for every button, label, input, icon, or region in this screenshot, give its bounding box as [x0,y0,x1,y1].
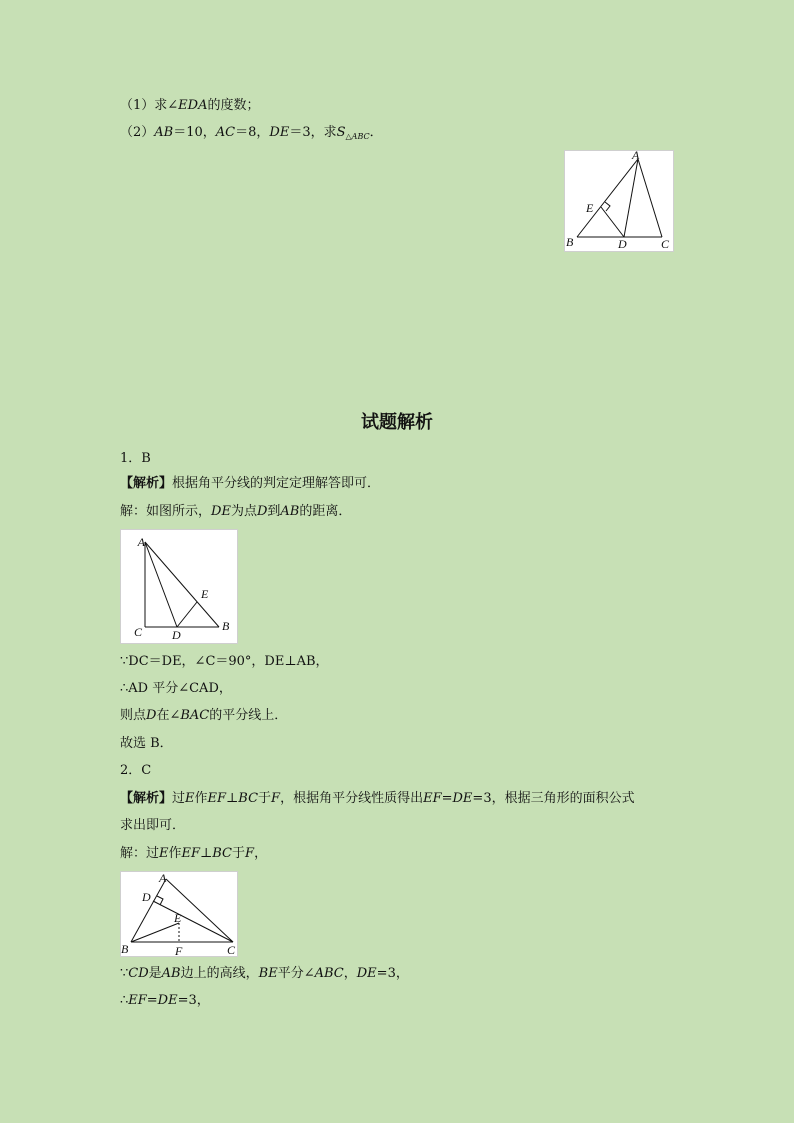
l2-efde: EF=DE [128,993,178,1008]
analysis-tag: 【解析】 [120,476,173,491]
q2-de-val: ＝3，求 [289,125,337,140]
answer-2-solution [120,845,267,863]
l1-de: DE [356,966,377,981]
q2-end: ． [369,125,383,140]
s1-ab: AB [280,504,300,519]
question-2 [120,124,383,146]
a2-d: ，根据角平分线性质得出 [280,791,424,806]
s1-de: DE [211,504,231,519]
label-a: A [137,535,145,549]
answer-1-line-3 [120,707,287,725]
label-e: E [586,201,594,215]
l3-bac: BAC [180,708,210,723]
a2-e2: =3，根据三角形的面积公式 [472,791,635,806]
s1-b: 为点 [230,504,257,519]
q2-prefix: （2） [120,125,155,140]
a2-efbc: EF⊥BC [207,791,259,806]
l3-d: D [146,708,157,723]
question-1 [120,97,260,115]
answer-2-line-1 [120,965,409,983]
problem-figure [564,150,674,252]
s1-c: 到 [267,504,281,519]
label-e: E [201,587,209,601]
answer-1-line-2: ∴AD 平分∠CAD， [120,681,232,696]
answer-1-number: 1．B [120,451,151,466]
analysis-tag: 【解析】 [120,791,173,806]
a2-c: 于 [258,791,272,806]
q1-suffix: 的度数； [207,98,260,113]
s1-d: D [256,504,268,519]
l1-be: BE [258,966,278,981]
s2-end: ， [254,846,268,861]
l2-b: =3， [177,993,210,1008]
label-b: B [121,942,129,956]
l1-b: 是 [148,966,162,981]
answer-2-number: 2．C [120,763,152,778]
s2-b: 作 [168,846,182,861]
answer-1-figure [120,529,238,644]
q1-angle: EDA [178,98,208,113]
l1-c: 边上的高线， [180,966,259,981]
l1-cd: CD [128,966,149,981]
answer-2-analysis [120,790,635,808]
l1-f: =3， [376,966,409,981]
label-f: F [175,944,183,956]
label-b: B [566,235,574,249]
answer-1-analysis [120,475,380,493]
label-c: C [227,943,236,956]
s2-f: F [245,846,255,861]
l1-ab: AB [161,966,181,981]
l3-b: 在∠ [156,708,181,723]
s2-c: 于 [232,846,246,861]
q2-de: DE [269,125,290,140]
label-c: C [134,625,143,639]
l3-c: 的平分线上． [209,708,288,723]
answer-2-line-2 [120,992,210,1010]
q2-ab-val: ＝10， [173,125,216,140]
q2-s: S [336,125,346,140]
label-d: D [142,890,151,904]
s1-a: 解：如图所示， [120,504,212,519]
q2-sub: △ABC [345,132,370,141]
a2-f: F [271,791,281,806]
label-a: A [632,151,640,162]
l3-a: 则点 [120,708,147,723]
label-d: D [618,237,627,251]
l1-d: 平分∠ [277,966,315,981]
label-d: D [172,628,181,642]
a2-efde: EF=DE [423,791,473,806]
q2-ac-val: ＝8， [235,125,270,140]
s1-end: 的距离． [299,504,352,519]
label-b: B [222,619,230,633]
a2-a: 过 [172,791,186,806]
l1-a: ∵ [120,966,129,981]
label-c: C [661,237,670,251]
label-e: E [174,911,182,925]
s2-e: E [159,846,169,861]
answer-1-line-1: ∵DC＝DE，∠C＝90°，DE⊥AB， [120,654,329,669]
answer-1-line-4: 故选 B． [120,736,173,751]
answer-1-solution [120,503,351,521]
analysis-text: 根据角平分线的判定定理解答即可． [172,476,381,491]
q2-ac: AC [215,125,236,140]
answer-2-figure [120,871,238,957]
section-title: 试题解析 [361,412,433,433]
a2-b: 作 [194,791,208,806]
l2-a: ∴ [120,993,129,1008]
a2-e: E [185,791,195,806]
q2-ab: AB [154,125,174,140]
l1-abc: ABC [314,966,344,981]
answer-2-analysis-line-2: 求出即可． [120,818,186,833]
q1-prefix: （1）求∠ [120,98,179,113]
s2-a: 解：过 [120,846,160,861]
s2-efbc: EF⊥BC [181,846,233,861]
l1-e: ， [343,966,357,981]
label-a: A [159,872,167,885]
